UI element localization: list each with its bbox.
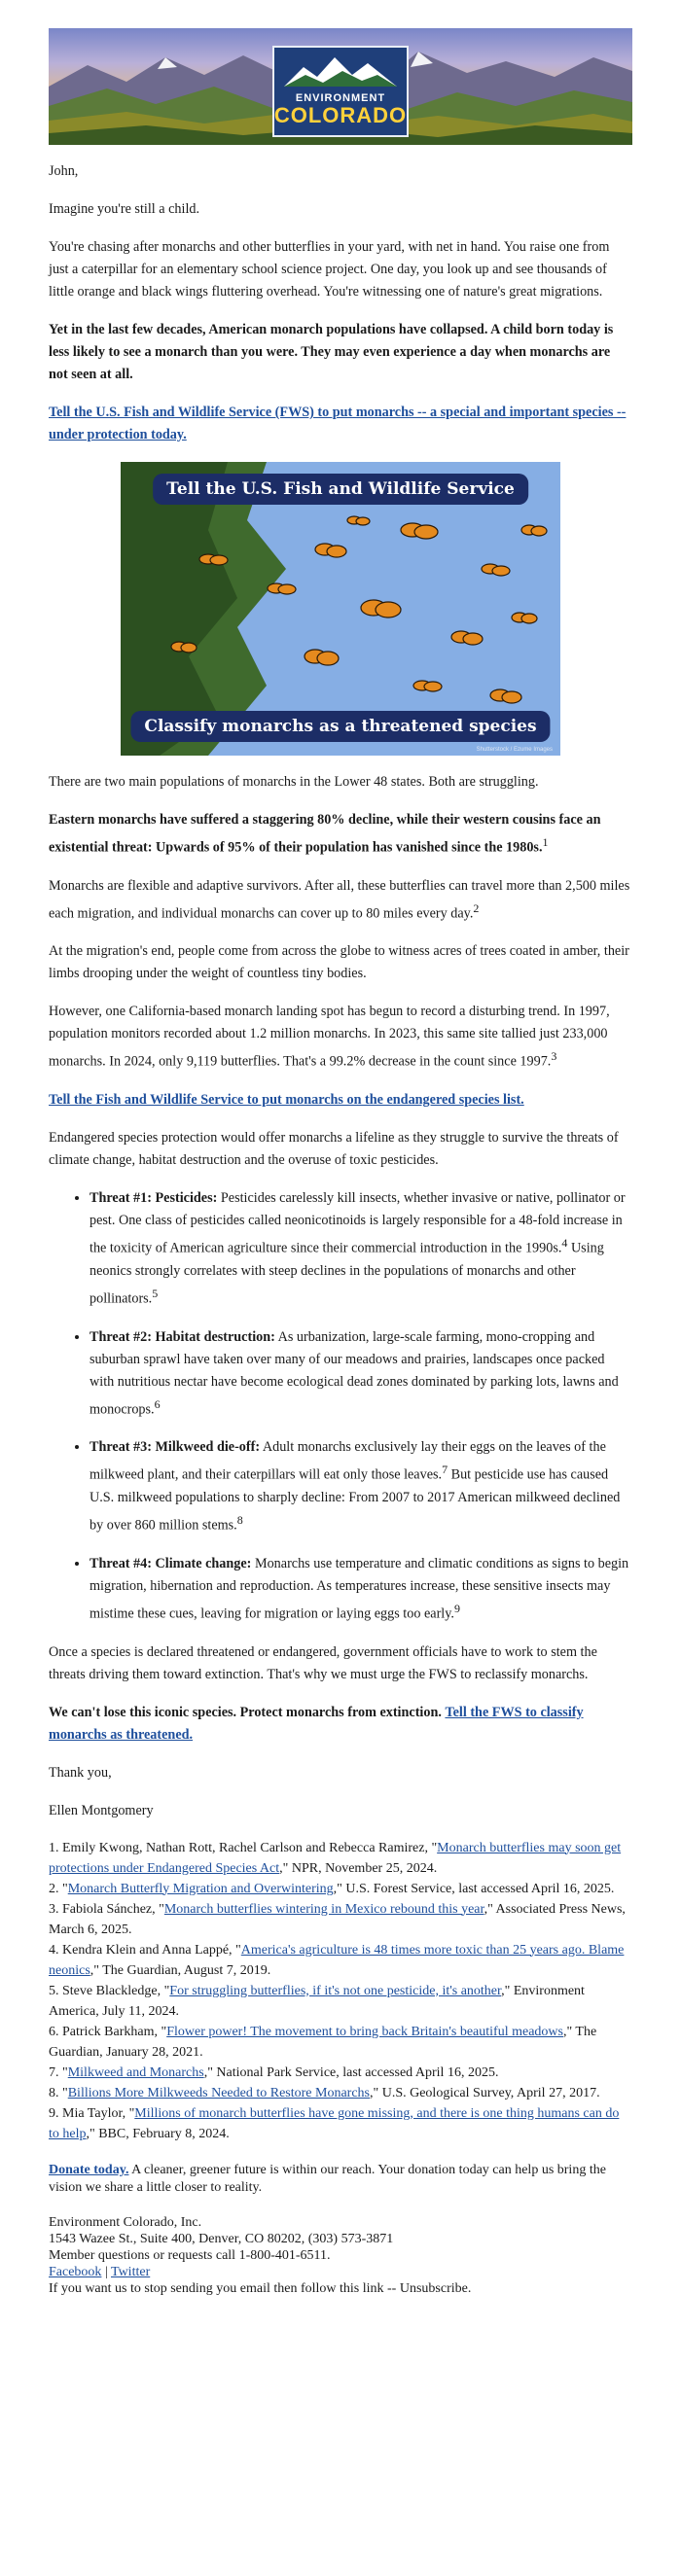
reference-text: ," Associated Press News, March 6, 2025. (49, 1901, 626, 1937)
reference-text: ," Environment America, July 11, 2024. (49, 1983, 585, 2019)
hero-image[interactable] (121, 462, 560, 756)
donate-paragraph (49, 2162, 632, 2197)
intro-bold-paragraph (49, 319, 632, 386)
flexible-text: Monarchs are flexible and adaptive survivors. After all, these butterflies can travel more than 2,500 miles each migration, and individual monarchs can cover up to 80 miles every day. (49, 877, 630, 922)
footnote-marker: 9 (453, 1601, 460, 1615)
signoff: Thank you, (49, 1764, 112, 1781)
decline-bold-text: Eastern monarchs have suffered a staggering 80% decline, while their western cousins face an existential threat: Upwards of 95% of their population has vanished since the 1980s. (49, 812, 601, 856)
reference-text: 8. " (49, 2085, 68, 2100)
reference-link[interactable]: Monarch Butterfly Migration and Overwintering (67, 1881, 334, 1896)
facebook-link[interactable]: Facebook (49, 2264, 102, 2279)
reference-link[interactable]: America's agriculture is 48 times more toxic than 25 years ago. Blame neonics (49, 1942, 625, 1978)
reference-text: ," The Guardian, August 7, 2019. (90, 1962, 271, 1978)
populations-paragraph: There are two main populations of monarchs in the Lower 48 states. Both are struggling. (49, 774, 539, 790)
threat-text: Adult monarchs exclusively lay their eggs on the leaves of the milkweed plant, and their caterpillars will eat only those leaves. (90, 1439, 606, 1484)
reference-item (49, 2063, 632, 2083)
threat-text: As urbanization, large-scale farming, mono-cropping and suburban sprawl have taken over many of our meadows and prairies, landscapes once packed with nutritious nectar have become ecological dead zones dominated by parking lots, lawns and monocrops. (90, 1328, 619, 1418)
donate-text: A cleaner, greener future is within our reach. Your donation today can help us bring the vision we share a little closer to reality. (49, 2162, 606, 2195)
reference-text: 7. " (49, 2064, 68, 2080)
threat-item (90, 1436, 632, 1536)
reference-link[interactable]: Millions of monarch butterflies have gone missing, and there is one thing humans can do to help (49, 2105, 620, 2141)
hero-photo-credit: Shutterstock / Ezume Images (476, 747, 553, 753)
landing-spot-text: However, one California-based monarch landing spot has begun to record a disturbing trend. In 1997, population monitors recorded about 1.2 million monarchs. In 2023, this same site tallied just 233,000 monarchs. In 2024, only 9,119 butterflies. That's a 99.2% decrease in the count since 1997. (49, 1004, 610, 1071)
threat-label: Threat #4: Climate change: (90, 1555, 252, 1571)
footer-address: 1543 Wazee St., Suite 400, Denver, CO 80202, (303) 573-3871 (49, 2231, 394, 2246)
reference-text: 6. Patrick Barkham, " (49, 2024, 167, 2039)
reference-text: ," NPR, November 25, 2024. (279, 1860, 438, 1876)
reference-item (49, 2083, 632, 2103)
reference-item (49, 2103, 632, 2144)
threat-text: Pesticides carelessly kill insects, whether invasive or native, pollinator or pest. One class of pesticides called neonicotinoids is largely responsible for a 48-fold increase in the toxicity of American agriculture since their commercial introduction in the 1990s. (90, 1190, 626, 1256)
reference-text: 1. Emily Kwong, Nathan Rott, Rachel Carlson and Rebecca Ramirez, " (49, 1840, 438, 1855)
reference-link[interactable]: Monarch butterflies may soon get protections under Endangered Species Act (49, 1840, 622, 1876)
threat-item (90, 1326, 632, 1422)
reference-text: ," U.S. Forest Service, last accessed April 16, 2025. (333, 1881, 615, 1896)
header-banner (49, 28, 632, 145)
closing-paragraph (49, 1702, 632, 1747)
reference-link[interactable]: Flower power! The movement to bring back Britain's beautiful meadows (166, 2024, 563, 2039)
reference-text: 2. " (49, 1881, 68, 1896)
reference-text: ," National Park Service, last accessed April 16, 2025. (203, 2064, 499, 2080)
threat-text: Using neonics strongly correlates with steep declines in the populations of monarchs and other pollinators. (90, 1240, 604, 1307)
migration-end-paragraph: At the migration's end, people come from across the globe to witness acres of trees coated in amber, their limbs drooping under the weight of countless tiny bodies. (49, 943, 629, 982)
environment-colorado-logo[interactable] (272, 46, 409, 137)
reference-link[interactable]: Milkweed and Monarchs (67, 2064, 204, 2080)
mountain-logo-icon (284, 53, 397, 87)
closing-bold-text: We can't lose this iconic species. Protect monarchs from extinction. (49, 1704, 442, 1720)
threat-text: Monarchs use temperature and climatic conditions as signs to begin migration, hibernation and reproduction. As temperatures increase, these sensitive insects may mistime these cues, leaving for migration or laying eggs too early. (90, 1555, 629, 1622)
endangered-list-link[interactable]: Tell the Fish and Wildlife Service to put monarchs on the endangered species list. (49, 1092, 524, 1109)
unsubscribe-line[interactable]: If you want us to stop sending you email then follow this link -- Unsubscribe. (49, 2280, 472, 2296)
threat-text: But pesticide use has caused U.S. milkweed populations to sharply decline: From 2007 to 2017 American milkweed declined by over 860 million stems. (90, 1467, 621, 1534)
twitter-link[interactable]: Twitter (111, 2264, 151, 2279)
footer-org: Environment Colorado, Inc. (49, 2214, 202, 2230)
references (49, 1838, 632, 2144)
threat-label: Threat #2: Habitat destruction: (90, 1328, 275, 1345)
reference-text: 9. Mia Taylor, " (49, 2105, 135, 2121)
cta-paragraph-2 (49, 1089, 632, 1112)
footnote-marker: 3 (551, 1049, 557, 1064)
logo-line-colorado: COLORADO (273, 103, 408, 127)
reference-text: ," BBC, February 8, 2024. (86, 2126, 230, 2141)
landing-spot-paragraph (49, 1001, 632, 1074)
reference-link[interactable]: For struggling butterflies, if it's not one pesticide, it's another (169, 1983, 502, 1998)
reference-text: 4. Kendra Klein and Anna Lappé, " (49, 1942, 241, 1958)
intro-paragraph-2: You're chasing after monarchs and other butterflies in your yard, with net in hand. You raise one from just a caterpillar for an elementary school science project. One day, you look up and see thousands of little orange and black wings fluttering overhead. You're witnessing one of nature's great migrations. (49, 239, 610, 300)
intro-bold-text: Yet in the last few decades, American monarch populations have collapsed. A child born today is less likely to see a monarch than you were. They may even experience a day when monarchs are not seen at all. (49, 322, 614, 382)
reference-link[interactable]: Monarch butterflies wintering in Mexico rebound this year (163, 1901, 484, 1917)
footer-social (49, 2264, 632, 2280)
reference-text: ," The Guardian, January 28, 2021. (49, 2024, 597, 2060)
declared-paragraph: Once a species is declared threatened or endangered, government officials have to work to stem the threats driving them toward extinction. That's why we must urge the FWS to reclassify monarchs. (49, 1643, 597, 1682)
threat-label: Threat #1: Pesticides: (90, 1190, 218, 1207)
fws-protection-link[interactable]: Tell the U.S. Fish and Wildlife Service (FWS) to put monarchs -- a special and important species -- under protection today. (49, 405, 627, 442)
reference-text: 3. Fabiola Sánchez, " (49, 1901, 164, 1917)
reference-text: ," U.S. Geological Survey, April 27, 2017. (370, 2085, 600, 2100)
footnote-marker: 8 (236, 1513, 243, 1528)
threat-item (90, 1187, 632, 1310)
threat-item (90, 1553, 632, 1626)
reference-item (49, 1838, 632, 1879)
reference-item (49, 1940, 632, 1981)
footnote-marker: 4 (561, 1236, 568, 1251)
hero-bottom-text: Classify monarchs as a threatened species (130, 711, 550, 742)
reference-item (49, 1899, 632, 1940)
reference-text: 5. Steve Blackledge, " (49, 1983, 170, 1998)
footnote-marker: 5 (152, 1286, 159, 1300)
hero-top-text: Tell the U.S. Fish and Wildlife Service (153, 474, 528, 505)
logo-line-environment: ENVIRONMENT (295, 92, 386, 104)
reference-item (49, 1879, 632, 1899)
social-separator: | (101, 2264, 111, 2279)
cta-paragraph-1 (49, 402, 632, 446)
footnote-marker: 6 (154, 1396, 161, 1411)
footer-member-line: Member questions or requests call 1-800-401-6511. (49, 2247, 331, 2263)
threat-label: Threat #3: Milkweed die-off: (90, 1439, 261, 1456)
flexible-paragraph (49, 875, 632, 926)
footnote-marker: 1 (542, 835, 549, 849)
reference-item (49, 1981, 632, 2022)
protection-paragraph: Endangered species protection would offer monarchs a lifeline as they struggle to survive the threats of climate change, habitat destruction and the overuse of toxic pesticides. (49, 1130, 619, 1169)
classify-threatened-link[interactable]: Tell the FWS to classify monarchs as threatened. (49, 1704, 584, 1743)
reference-link[interactable]: Billions More Milkweeds Needed to Restore Monarchs (67, 2085, 370, 2100)
footnote-marker: 7 (442, 1463, 448, 1477)
donate-link[interactable]: Donate today. (49, 2162, 129, 2177)
reference-item (49, 2022, 632, 2063)
threats-list (49, 1187, 632, 1625)
signature: Ellen Montgomery (49, 1802, 154, 1818)
footer (49, 2214, 632, 2297)
email-body (49, 0, 632, 2297)
salutation: John, (49, 163, 79, 179)
footnote-marker: 2 (473, 900, 480, 915)
intro-paragraph-1: Imagine you're still a child. (49, 201, 200, 217)
decline-paragraph (49, 809, 632, 860)
